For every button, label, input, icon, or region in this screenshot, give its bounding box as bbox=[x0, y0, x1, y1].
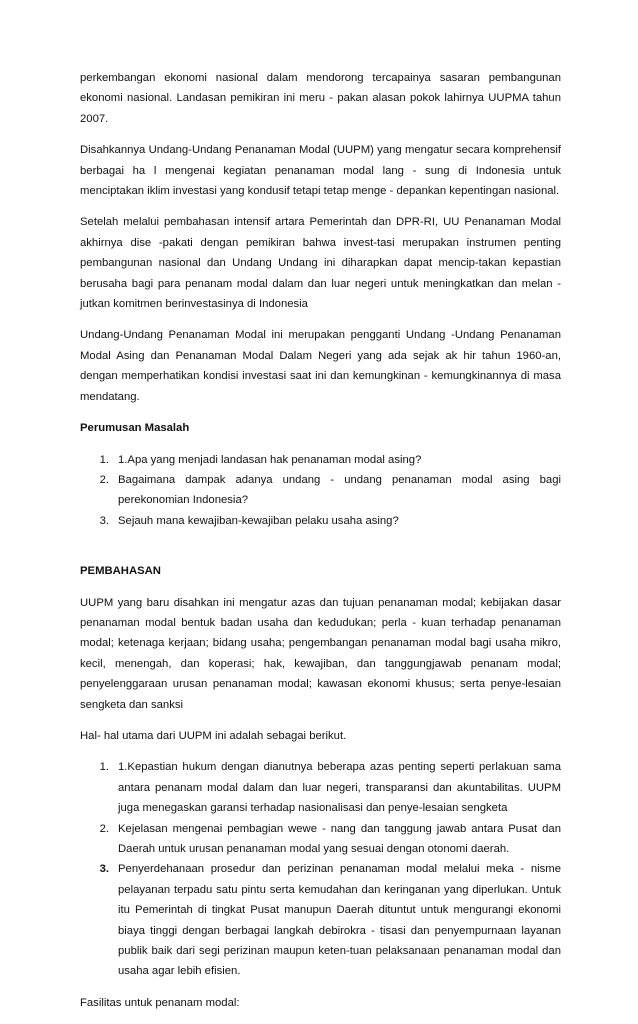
list-item bbox=[80, 757, 561, 818]
paragraph-replacement-law: Undang-Undang Penanaman Modal ini merupakan pengganti Undang -Undang Penanaman Modal Asing dan Penanaman Modal Dalam Negeri yang ada sejak ak hir tahun 1960-an, dengan memperhatikan kondisi investasi saat ini dan kemungkinan - kemungkinannya di masa mendatang. bbox=[80, 329, 561, 403]
list-number: 3. bbox=[99, 514, 109, 527]
list-text: 1.Apa yang menjadi landasan hak penanaman modal asing? bbox=[118, 453, 422, 466]
list-text: Sejauh mana kewajiban-kewajiban pelaku usaha asing? bbox=[118, 514, 399, 527]
document-page bbox=[80, 68, 561, 1024]
paragraph-facilities: Fasilitas untuk penanam modal: bbox=[80, 996, 240, 1009]
list-item bbox=[80, 511, 561, 531]
problem-list bbox=[80, 450, 561, 532]
list-item bbox=[80, 470, 561, 511]
paragraph-main-points-intro: Hal- hal utama dari UUPM ini adalah sebagai berikut. bbox=[80, 729, 347, 742]
list-text: Bagaimana dampak adanya undang - undang penanaman modal asing bagi perekonomian Indonesia? bbox=[118, 473, 561, 507]
paragraph-uupm-enactment: Disahkannya Undang-Undang Penanaman Modal (UUPM) yang mengatur secara komprehensif berbagai ha l mengenai kegiatan penanaman modal lang - sung di Indonesia untuk menciptakan iklim investasi yang kondusif tetapi tetap menge - depankan kepentingan nasional. bbox=[80, 144, 561, 198]
list-text: 1.Kepastian hukum dengan dianutnya beberapa azas penting seperti perlakuan sama antara penanam modal dalam dan luar negeri, transparansi dan akuntabilitas. UUPM juga menegaskan garansi terhadap nasionalisasi dan penye-lesaian sengketa bbox=[118, 761, 561, 815]
list-number: 2. bbox=[99, 473, 109, 486]
list-text: Kejelasan mengenai pembagian wewe - nang dan tanggung jawab antara Pusat dan Daerah untuk urusan penanaman modal yang sesuai dengan otonomi daerah. bbox=[118, 822, 561, 855]
list-number: 2. bbox=[99, 822, 109, 835]
list-number: 1. bbox=[99, 761, 109, 774]
paragraph-deliberation: Setelah melalui pembahasan intensif artara Pemerintah dan DPR-RI, UU Penanaman Modal akhirnya dise -pakati dengan pemikiran bahwa invest-tasi merupakan instrumen penting pembangunan nasional dan Undang Undang ini diharapkan dapat mencip-takan kepastian berusaha bagi para penanam modal dalam dan luar negeri untuk meningkatkan dan melan - jutkan komitmen berinvestasinya di Indonesia bbox=[80, 216, 561, 311]
paragraph-pembahasan: UUPM yang baru disahkan ini mengatur azas dan tujuan penanaman modal; kebijakan dasar penanaman modal bentuk badan usaha dan kedudukan; perla - kuan terhadap penanaman modal; ketenaga kerjaan; bidang usaha; pengembangan penanaman modal bagi usaha mikro, kecil, menengah, dan koperasi; hak, kewajiban, dan tanggungjawab penanam modal; penyelenggaraan urusan penanaman modal; kawasan ekonomi khusus; serta penye-lesaian sengketa dan sanksi bbox=[80, 596, 561, 711]
main-points-list bbox=[80, 757, 561, 981]
paragraph-intro-continuation: perkembangan ekonomi nasional dalam mendorong tercapainya sasaran pembangunan ekonomi nasional. Landasan pemikiran ini meru - pakan alasan pokok lahirnya UUPMA tahun 2007. bbox=[80, 72, 561, 125]
section-heading-perumusan: Perumusan Masalah bbox=[80, 422, 190, 435]
list-number: 1. bbox=[99, 453, 109, 466]
list-item bbox=[80, 450, 561, 470]
list-text: Penyerdehanaan prosedur dan perizinan penanaman modal melalui meka - nisme pelayanan terpadu satu pintu serta kemudahan dan keringanan yang diperlukan. Untuk itu Pemerintah di tingkat Pusat manupun Daerah dituntut untuk mengurangi ekonomi biaya tinggi dengan berbagai langkah debirokra - tisasi dan penyempurnaan layanan publik baik dari segi perizinan maupun keten-tuan pelaksanaan penanaman modal dan usaha agar lebih efisien. bbox=[118, 863, 561, 978]
list-number: 3. bbox=[99, 863, 109, 876]
list-item bbox=[80, 859, 561, 981]
section-heading-pembahasan: PEMBAHASAN bbox=[80, 565, 161, 578]
list-item bbox=[80, 819, 561, 860]
